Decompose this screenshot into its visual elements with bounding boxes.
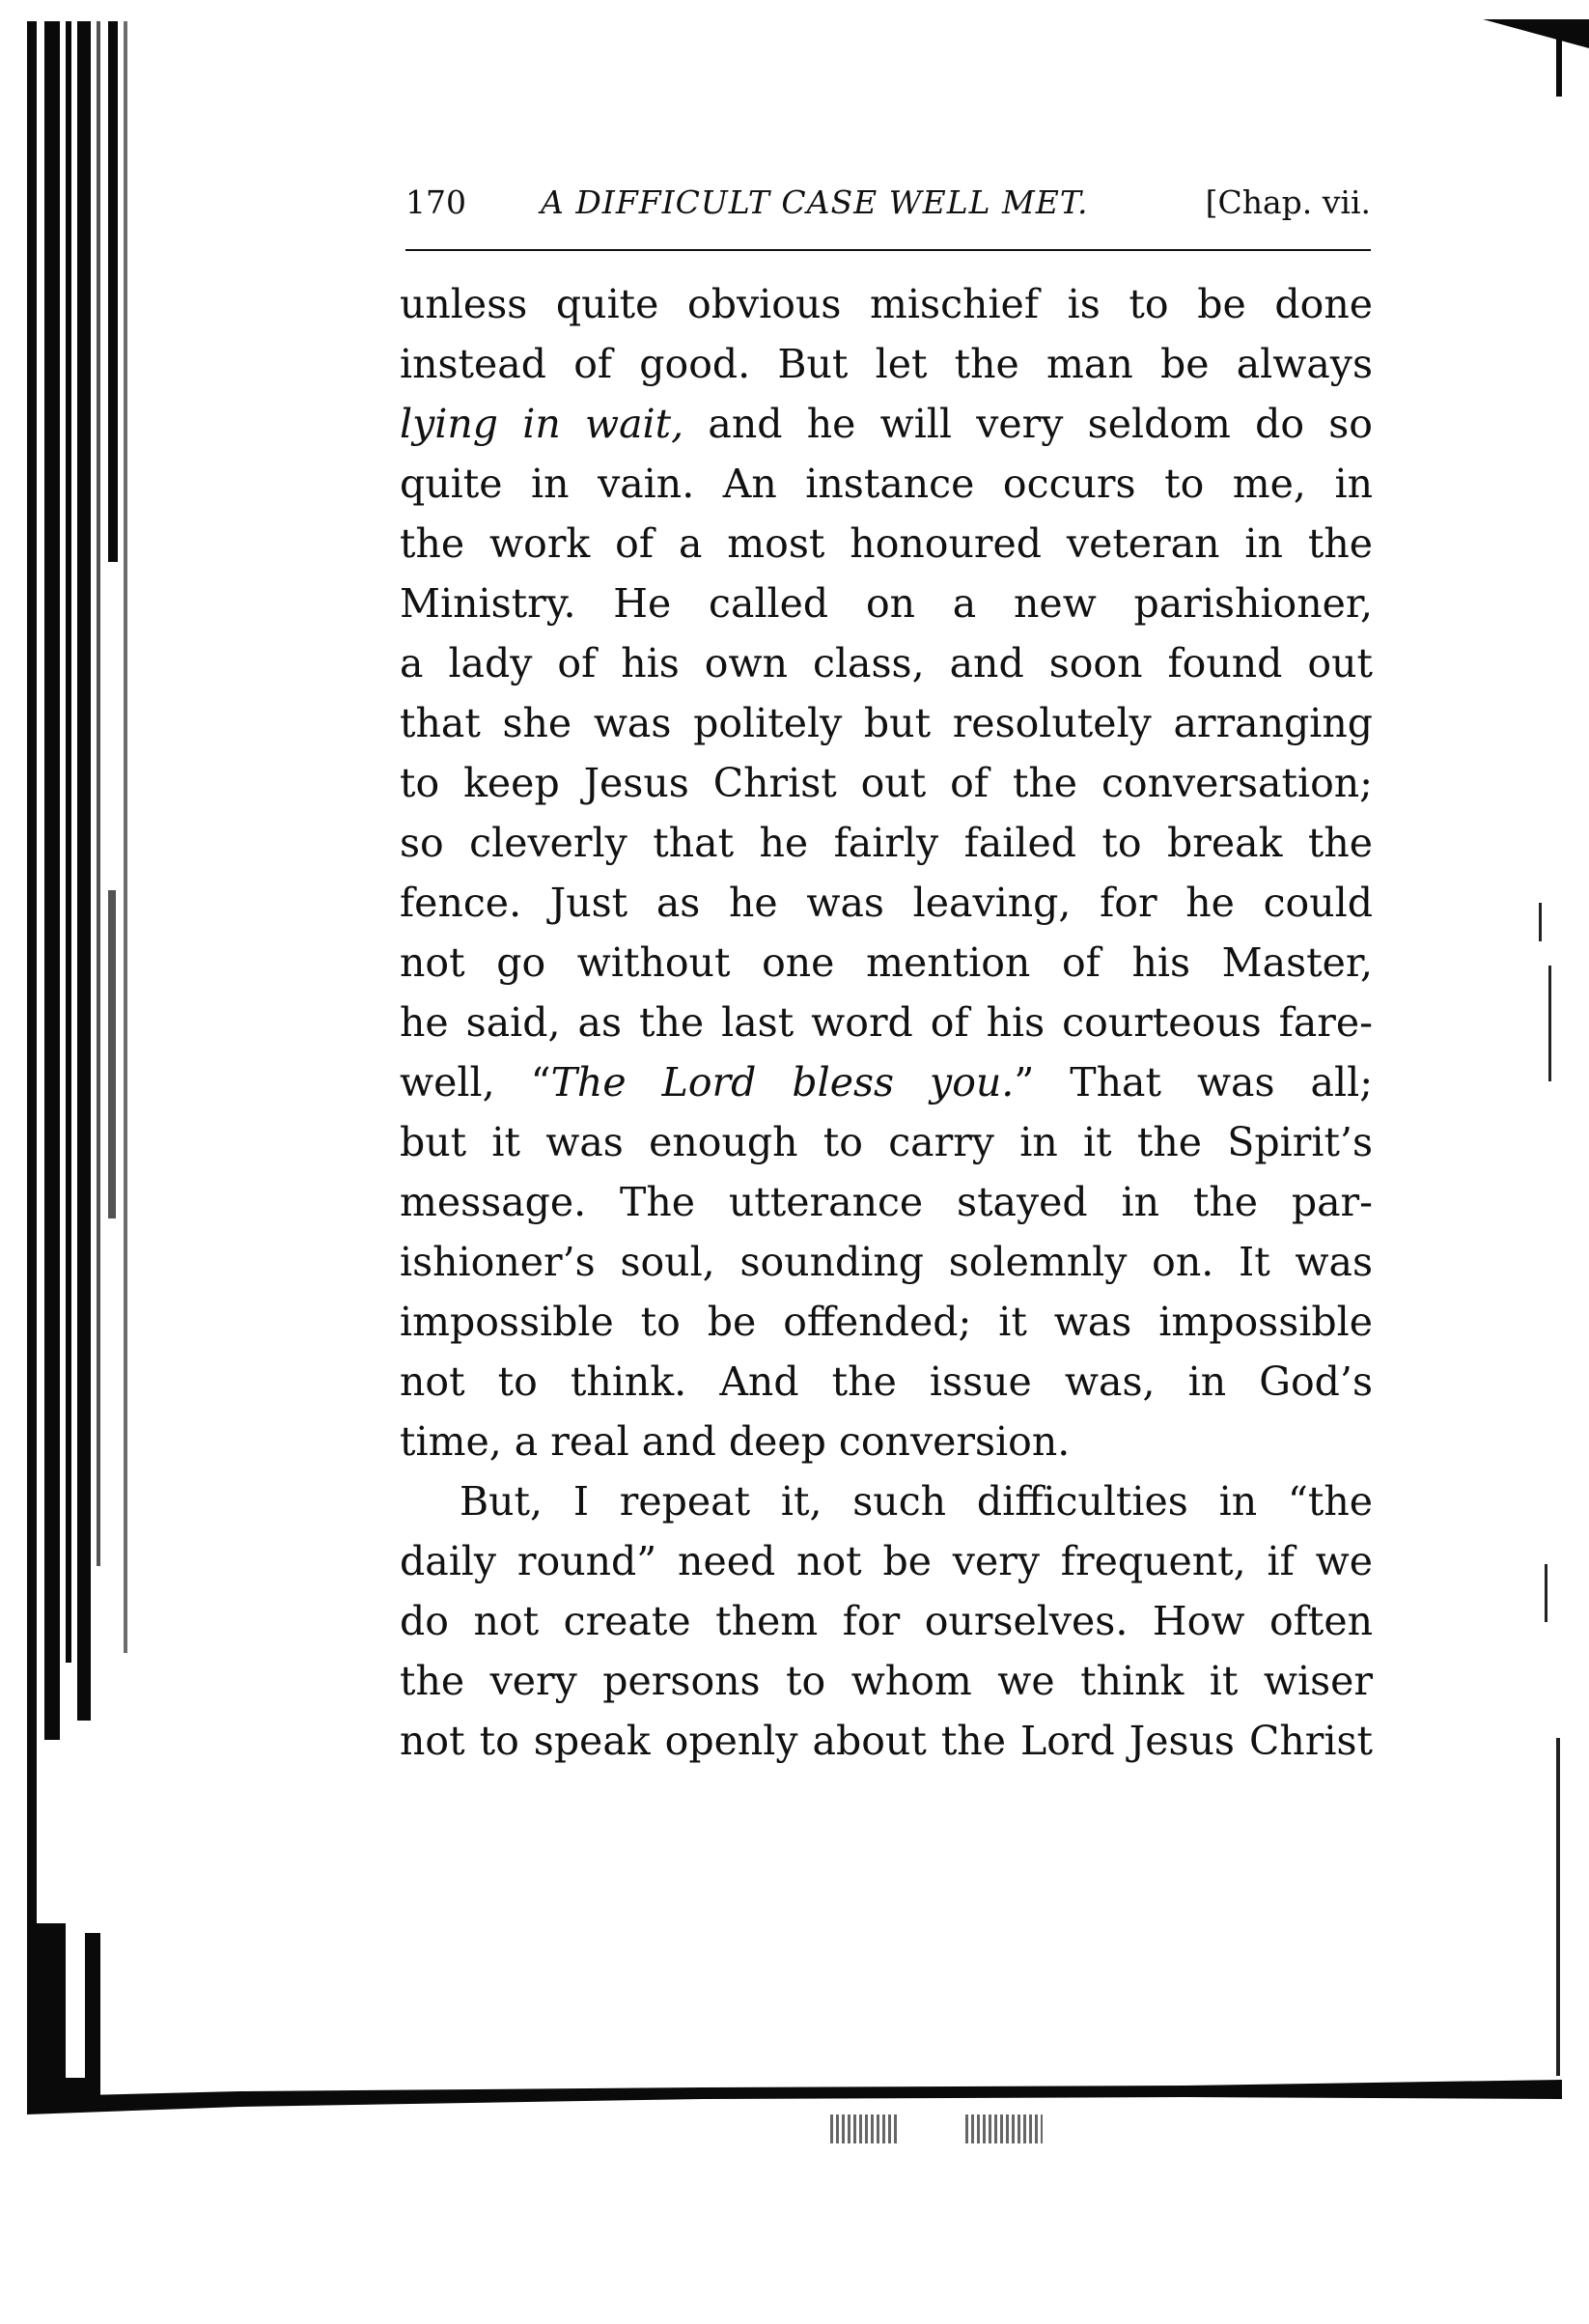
body-text (400, 274, 1373, 1771)
running-header (405, 174, 1371, 232)
header-rule (405, 249, 1371, 251)
corner-mark (1483, 19, 1589, 48)
text-line: quite in vain. An instance occurs to me, in (400, 461, 1373, 507)
text-line: message. The utterance stayed in the par- (400, 1179, 1373, 1225)
binding-edge (27, 21, 133, 2107)
text-line: that she was politely but resolutely arranging (400, 700, 1373, 746)
italic-quote: The Lord bless you. (550, 1059, 1015, 1106)
text-span: ” That was all; (1014, 1059, 1374, 1106)
scan-smudge (965, 2114, 1043, 2143)
running-title: A DIFFICULT CASE WELL MET. (541, 183, 1089, 221)
corner-stem (1556, 39, 1562, 97)
text-line: instead of good. But let the man be always (400, 341, 1373, 387)
text-line: Ministry. He called on a new parishioner, (400, 580, 1373, 627)
text-line: not to think. And the issue was, in God’s (400, 1358, 1373, 1405)
text-line: do not create them for ourselves. How often (400, 1598, 1373, 1644)
text-span: and he will very seldom do so (683, 401, 1373, 447)
text-line: he said, as the last word of his courteous fare- (400, 999, 1373, 1046)
text-line: time, a real and deep conversion. (400, 1418, 1071, 1465)
text-line: but it was enough to carry in it the Spirit’s (400, 1119, 1373, 1165)
text-line: not to speak openly about the Lord Jesus Christ (400, 1718, 1373, 1764)
scan-smudge (830, 2114, 898, 2143)
page-number: 170 (405, 183, 466, 221)
text-line: impossible to be offended; it was impossible (400, 1299, 1373, 1345)
text-line: to keep Jesus Christ out of the conversation; (400, 760, 1373, 806)
text-line: fence. Just as he was leaving, for he could (400, 880, 1373, 926)
text-line: not go without one mention of his Master, (400, 939, 1373, 986)
chapter-reference: [Chap. vii. (1205, 183, 1371, 221)
text-line (400, 1052, 1373, 1112)
text-line: ishioner’s soul, sounding solemnly on. It was (400, 1239, 1373, 1285)
italic-phrase: lying in wait, (400, 401, 684, 447)
text-line: the work of a most honoured veteran in the (400, 520, 1373, 567)
text-line: unless quite obvious mischief is to be done (400, 281, 1373, 327)
text-line: daily round” need not be very frequent, if we (400, 1538, 1373, 1584)
text-span: well, “ (400, 1059, 551, 1106)
text-line (400, 394, 1373, 454)
text-line: But, I repeat it, such difficulties in “the (460, 1478, 1373, 1525)
text-line: so cleverly that he fairly failed to break the (400, 820, 1373, 866)
bottom-edge (27, 2078, 1562, 2114)
text-line: a lady of his own class, and soon found out (400, 640, 1373, 686)
text-line: the very persons to whom we think it wiser (400, 1658, 1373, 1704)
